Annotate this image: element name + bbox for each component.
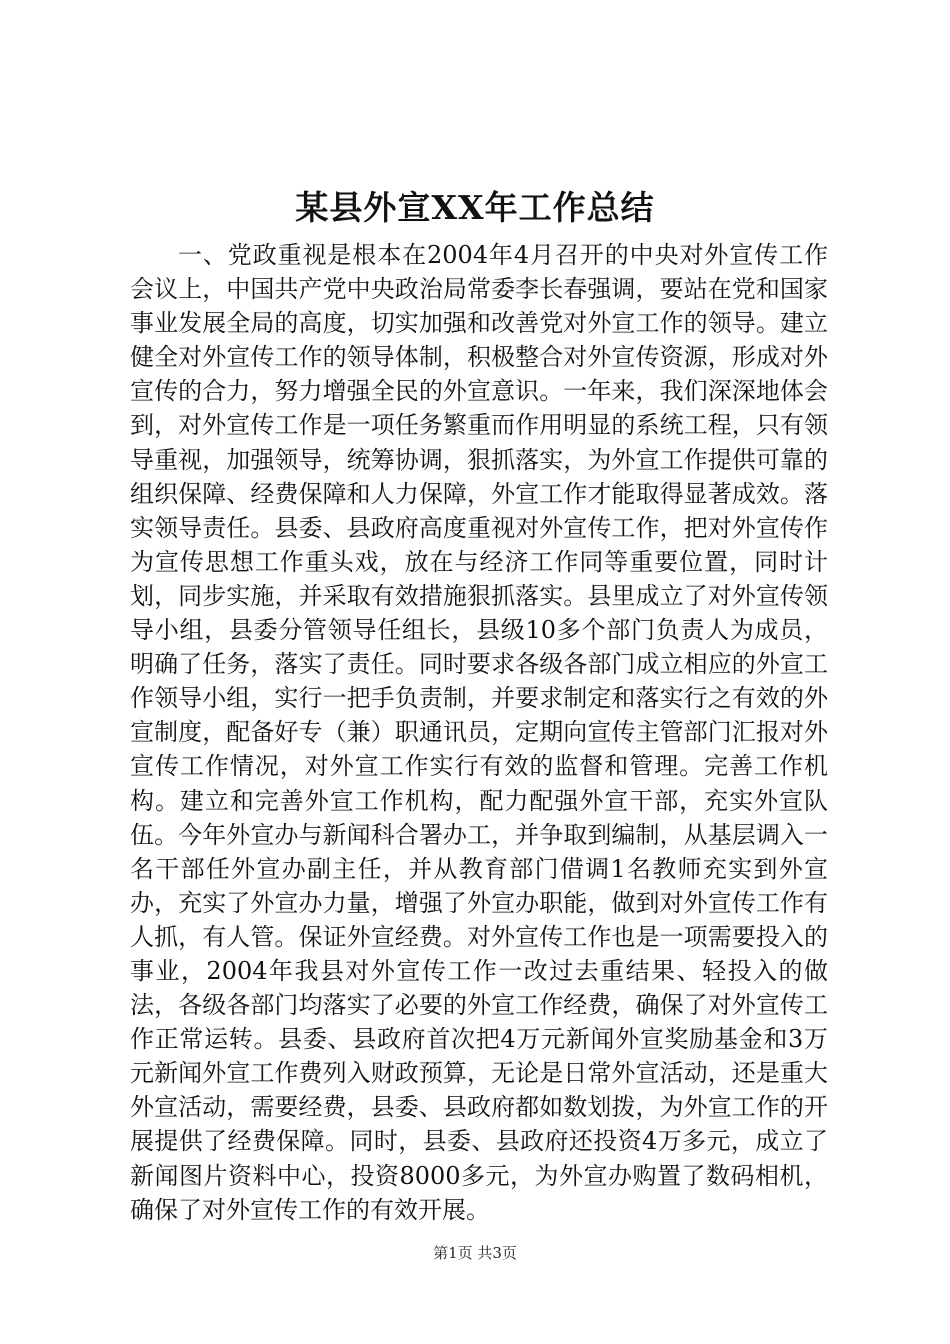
page-number-footer: 第1页 共3页 — [433, 1244, 517, 1262]
document-title: 某县外宣XX年工作总结 — [295, 188, 655, 227]
document-body-paragraph: 一、党政重视是根本在2004年4月召开的中央对外宣传工作会议上，中国共产党中央政治局常委李长春强调，要站在党和国家事业发展全局的高度，切实加强和改善党对外宣工作的领导。建立健全对外宣传工作的领导体制，积极整合对外宣传资源，形成对外宣传的合力，努力增强全民的外宣意识。一年来，我们深深地体会到，对外宣传工作是一项任务繁重而作用明显的系统工程，只有领导重视，加强领导，统筹协调，狠抓落实，为外宣工作提供可靠的组织保障、经费保障和人力保障，外宣工作才能取得显著成效。落实领导责任。县委、县政府高度重视对外宣传工作，把对外宣传作为宣传思想工作重头戏，放在与经济工作同等重要位置，同时计划，同步实施，并采取有效措施狠抓落实。县里成立了对外宣传领导小组，县委分管领导任组长，县级10多个部门负责人为成员，明确了任务，落实了责任。同时要求各级各部门成立相应的外宣工作领导小组，实行一把手负责制，并要求制定和落实行之有效的外宣制度，配备好专（兼）职通讯员，定期向宣传主管部门汇报对外宣传工作情况，对外宣工作实行有效的监督和管理。完善工作机构。建立和完善外宣工作机构，配力配强外宣干部，充实外宣队伍。今年外宣办与新闻科合署办工，并争取到编制，从基层调入一名干部任外宣办副主任，并从教育部门借调1名教师充实到外宣办，充实了外宣办力量，增强了外宣办职能，做到对外宣传工作有人抓，有人管。保证外宣经费。对外宣传工作也是一项需要投入的事业，2004年我县对外宣传工作一改过去重结果、轻投入的做法，各级各部门均落实了必要的外宣工作经费，确保了对外宣传工作正常运转。县委、县政府首次把4万元新闻外宣奖励基金和3万元新闻外宣工作费列入财政预算，无论是日常外宣活动，还是重大外宣活动，需要经费，县委、县政府都如数划拨，为外宣工作的开展提供了经费保障。同时，县委、县政府还投资4万多元，成立了新闻图片资料中心，投资8000多元，为外宣办购置了数码相机，确保了对外宣传工作的有效开展。 — [130, 241, 828, 1224]
